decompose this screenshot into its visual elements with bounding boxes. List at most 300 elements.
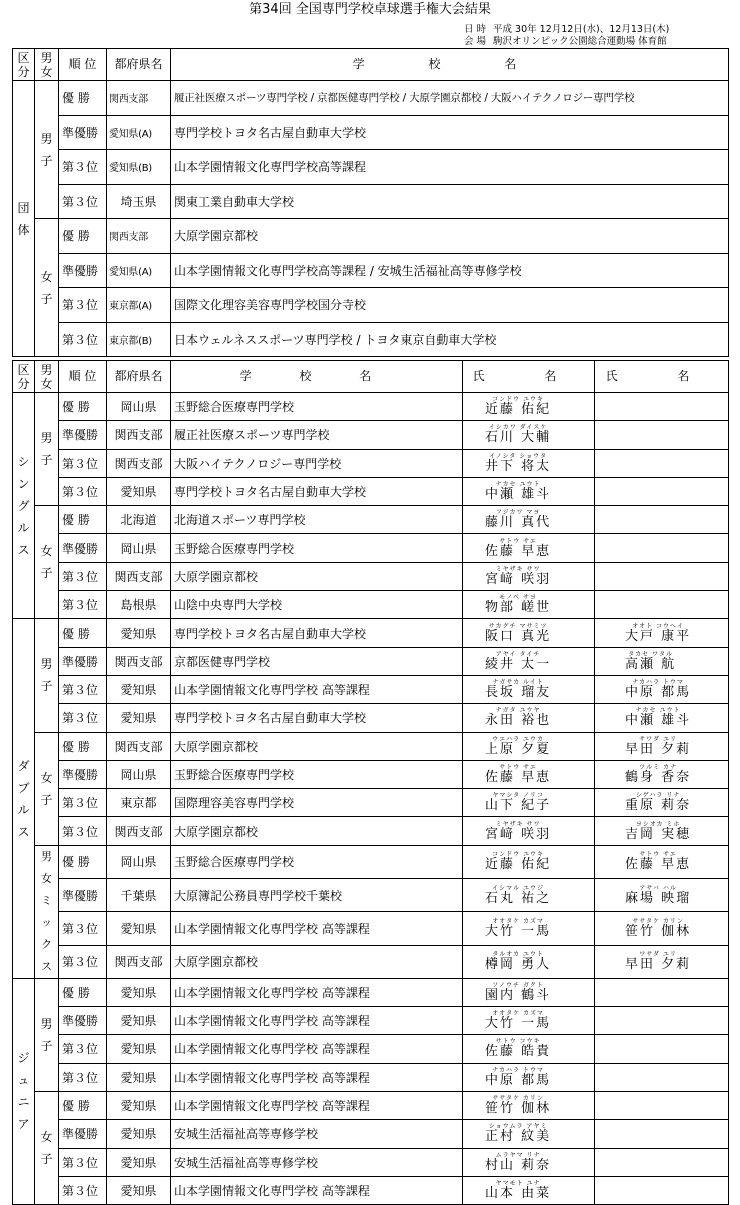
school-cell: 京都医健専門学校 (171, 647, 463, 675)
date-line (464, 24, 669, 36)
team-row (13, 288, 729, 323)
player-name: 麻場 映瑠 (625, 890, 692, 906)
venue-label: 会 場 (464, 36, 487, 47)
doubles_rows-row (13, 912, 729, 945)
player1-cell (463, 591, 595, 619)
player-furigana: シゲハラ リナ (635, 792, 681, 800)
header-gender-text: 男 女 (40, 50, 53, 79)
singles_rows-row (13, 591, 729, 619)
rank-cell: 準優勝 (59, 421, 107, 449)
pref-cell: 愛知県 (107, 704, 171, 732)
header-gender (35, 49, 59, 81)
rank-cell: 第３位 (59, 1063, 107, 1091)
pref-cell: 東京都(A) (107, 288, 171, 323)
singles_rows-gender-cell (35, 393, 59, 506)
player2-cell (595, 591, 729, 619)
header-pref: 都府県名 (107, 361, 171, 393)
junior_rows-row (13, 1091, 729, 1119)
player1-cell (463, 1176, 595, 1204)
player-p1 (485, 1010, 551, 1031)
pref-cell: 愛知県 (107, 1148, 171, 1176)
player-name: 阪口 真光 (485, 628, 552, 644)
header-category (13, 361, 35, 393)
player-p1 (485, 792, 551, 813)
player-name: 早田 夕莉 (625, 957, 692, 973)
player1-cell (463, 817, 595, 845)
pref-cell: 愛知県 (107, 978, 171, 1006)
team-row (13, 150, 729, 185)
player2-cell (595, 845, 729, 878)
pref-cell: 北海道 (107, 506, 171, 534)
player-p2 (625, 679, 691, 700)
pref-cell: 東京都(B) (107, 322, 171, 357)
player-furigana: ササタケ カリン (632, 917, 684, 925)
header-rank: 順 位 (59, 49, 107, 81)
header-category-text: 区 分 (17, 50, 30, 79)
pref-cell: 関西支部 (107, 817, 171, 845)
rank-cell: 第３位 (59, 591, 107, 619)
team-header-row (13, 49, 729, 81)
pref-cell: 岡山県 (107, 534, 171, 562)
pref-cell: 関西支部 (107, 449, 171, 477)
player-p1 (485, 1067, 551, 1088)
singles_rows-row (13, 449, 729, 477)
player2-cell (595, 732, 729, 760)
player-p1 (485, 1152, 551, 1173)
pref-cell: 愛知県(B) (107, 150, 171, 185)
player-name: 上原 夕夏 (485, 741, 552, 757)
player-p1 (485, 651, 551, 672)
rank-cell: 準優勝 (59, 760, 107, 788)
rank-cell: 優 勝 (59, 393, 107, 421)
player-name: 中瀬 雄斗 (485, 487, 552, 503)
rank-cell: 第３位 (59, 1176, 107, 1204)
pref-cell: 関西支部 (107, 81, 171, 116)
singles_rows-category-cell (13, 393, 35, 619)
doubles_rows-row (13, 760, 729, 788)
school-cell: 国際文化理容美容専門学校国分寺校 (171, 288, 729, 323)
vertical-label: シ ン グ ル ス (17, 454, 30, 557)
player-furigana: フジカワ マヨ (495, 509, 541, 517)
player-name: 笹竹 伽林 (625, 923, 692, 939)
junior_rows-category-cell (13, 978, 35, 1204)
player-p1 (485, 918, 551, 939)
player-p2 (625, 918, 691, 939)
school-cell: 玉野総合医療専門学校 (171, 534, 463, 562)
doubles_rows-row (13, 675, 729, 703)
junior_rows-gender-cell (35, 978, 59, 1091)
player-p2 (625, 764, 691, 785)
player-p1 (485, 821, 551, 842)
player1-cell (463, 393, 595, 421)
team-row (13, 81, 729, 116)
rank-cell: 第３位 (59, 1035, 107, 1063)
player2-cell (595, 675, 729, 703)
individual-results-table (12, 360, 729, 1205)
team-row (13, 184, 729, 219)
player-name: 近藤 佑紀 (485, 402, 552, 418)
school-cell: 山本学園情報文化専門学校 高等課程 (171, 675, 463, 703)
rank-cell: 第３位 (59, 184, 107, 219)
player2-cell (595, 619, 729, 647)
vertical-label: 女 子 (40, 1130, 53, 1167)
school-cell: 専門学校トヨタ名古屋自動車大学校 (171, 704, 463, 732)
pref-cell: 岡山県 (107, 393, 171, 421)
player-furigana: サカグチ マサミツ (488, 622, 548, 630)
player1-cell (463, 789, 595, 817)
singles_rows-row (13, 562, 729, 590)
doubles_rows-gender-cell (35, 732, 59, 845)
venue-line (464, 36, 669, 48)
rank-cell: 第３位 (59, 789, 107, 817)
school-cell: 大原学園京都校 (171, 945, 463, 978)
player-furigana: ウエハラ ユウカ (492, 735, 545, 743)
rank-cell: 第３位 (59, 562, 107, 590)
player2-cell (595, 647, 729, 675)
header-pref: 都府県名 (107, 49, 171, 81)
school-cell: 山本学園情報文化専門学校高等課程 (171, 150, 729, 185)
player1-cell (463, 619, 595, 647)
school-cell: 山本学園情報文化専門学校 高等課程 (171, 1063, 463, 1091)
vertical-label: 女 子 (40, 269, 53, 306)
player2-cell (595, 760, 729, 788)
player-p1 (485, 566, 551, 587)
pref-cell: 愛知県 (107, 1176, 171, 1204)
event-info (464, 24, 669, 48)
player2-cell (595, 1120, 729, 1148)
player-name: 宮﨑 咲羽 (485, 826, 552, 842)
school-cell: 玉野総合医療専門学校 (171, 845, 463, 878)
school-cell: 専門学校トヨタ名古屋自動車大学校 (171, 477, 463, 505)
rank-cell: 優 勝 (59, 81, 107, 116)
header-name1: 氏 名 (463, 361, 595, 393)
school-cell: 大原簿記公務員専門学校千葉校 (171, 879, 463, 912)
player-name: 宮﨑 咲羽 (485, 571, 552, 587)
pref-cell: 関西支部 (107, 945, 171, 978)
player-name: 園内 鶴斗 (485, 987, 552, 1003)
player-furigana: ヨシオカ ミホ (635, 820, 681, 828)
school-cell: 北海道スポーツ専門学校 (171, 506, 463, 534)
player-p2 (625, 792, 691, 813)
player2-cell (595, 562, 729, 590)
player-name: 永田 裕也 (485, 713, 552, 729)
rank-cell: 第３位 (59, 945, 107, 978)
rank-cell: 第３位 (59, 817, 107, 845)
school-cell: 大阪ハイテクノロジー専門学校 (171, 449, 463, 477)
pref-cell: 千葉県 (107, 879, 171, 912)
pref-cell: 愛知県 (107, 1063, 171, 1091)
player-p1 (485, 982, 551, 1003)
vertical-label: 団 体 (17, 200, 30, 237)
player-p1 (485, 594, 551, 615)
player-name: 石川 大輔 (485, 430, 552, 446)
player-name: 山下 紀子 (485, 798, 552, 814)
player2-cell (595, 1091, 729, 1119)
player-furigana: ナカセ ユウト (635, 707, 681, 715)
date-value: 平成 30年 12月12日(水)、12月13日(木) (493, 24, 670, 35)
header-category-text: 区 分 (17, 362, 30, 391)
rank-cell: 準優勝 (59, 253, 107, 288)
player-name: 佐藤 早恵 (625, 857, 692, 873)
school-cell: 山本学園情報文化専門学校 高等課程 (171, 1176, 463, 1204)
player2-cell (595, 817, 729, 845)
pref-cell: 関西支部 (107, 562, 171, 590)
rank-cell: 優 勝 (59, 1091, 107, 1119)
school-cell: 山本学園情報文化専門学校高等課程 / 安城生活福祉高等専修学校 (171, 253, 729, 288)
pref-cell: 関西支部 (107, 647, 171, 675)
player1-cell (463, 732, 595, 760)
rank-cell: 第３位 (59, 150, 107, 185)
vertical-label: 男 子 (40, 131, 53, 168)
school-cell: 山本学園情報文化専門学校 高等課程 (171, 1035, 463, 1063)
player-p1 (485, 396, 551, 417)
player-name: 鶴身 香奈 (625, 770, 692, 785)
team-results-table (12, 48, 729, 357)
singles_rows-row (13, 421, 729, 449)
singles_rows-row (13, 534, 729, 562)
vertical-label: ジ ュ ニ ア (17, 1051, 30, 1132)
player-furigana: ムラヤマ リナ (495, 1151, 541, 1159)
doubles_rows-row (13, 789, 729, 817)
vertical-label: 男 子 (40, 431, 53, 468)
school-cell: 玉野総合医療専門学校 (171, 760, 463, 788)
player-p1 (485, 1038, 551, 1059)
header-gender (35, 361, 59, 393)
player-furigana: オオト コウヘイ (632, 622, 684, 630)
doubles_rows-row (13, 945, 729, 978)
player1-cell (463, 879, 595, 912)
vertical-label: 男 子 (40, 657, 53, 694)
player-furigana: コンドウ ユウキ (492, 396, 545, 404)
player1-cell (463, 421, 595, 449)
header-name2: 氏 名 (595, 361, 729, 393)
player1-cell (463, 647, 595, 675)
player-p1 (485, 736, 551, 757)
player-furigana: タカセ ワタル (628, 650, 673, 658)
player-name: 笹竹 伽林 (485, 1101, 552, 1117)
player-name: 中原 都馬 (625, 685, 692, 701)
player-p1 (485, 679, 551, 700)
header-category (13, 49, 35, 81)
player-furigana: サトウ サエ (499, 537, 537, 545)
player2-cell (595, 449, 729, 477)
doubles_rows-row (13, 647, 729, 675)
junior_rows-gender-cell (35, 1091, 59, 1204)
player-name: 長坂 瑠友 (485, 685, 552, 701)
rank-cell: 準優勝 (59, 647, 107, 675)
player-furigana: イノシタ ショウタ (489, 452, 548, 460)
player-name: 石丸 祐之 (485, 890, 552, 906)
player-furigana: ナガタ ユウヤ (495, 707, 541, 715)
player-furigana: ショウムラ アヤミ (488, 1123, 548, 1131)
date-label: 日 時 (464, 24, 487, 35)
rank-cell: 優 勝 (59, 732, 107, 760)
player2-cell (595, 421, 729, 449)
rank-cell: 準優勝 (59, 115, 107, 150)
pref-cell: 愛知県 (107, 477, 171, 505)
pref-cell: 関西支部 (107, 421, 171, 449)
school-cell: 日本ウェルネススポーツ専門学校 / トヨタ東京自動車大学校 (171, 322, 729, 357)
player1-cell (463, 945, 595, 978)
player-name: 早田 夕莉 (625, 741, 692, 757)
player-name: 重原 莉奈 (625, 798, 692, 814)
player-p1 (485, 623, 551, 644)
player-p2 (625, 623, 691, 644)
doubles_rows-row (13, 817, 729, 845)
player1-cell (463, 675, 595, 703)
player1-cell (463, 1120, 595, 1148)
player1-cell (463, 1091, 595, 1119)
team-row (13, 219, 729, 254)
rank-cell: 優 勝 (59, 219, 107, 254)
junior_rows-row (13, 1007, 729, 1035)
player-furigana: コンドウ ユウキ (492, 851, 545, 859)
school-cell: 国際理容美容専門学校 (171, 789, 463, 817)
junior_rows-row (13, 1063, 729, 1091)
player-furigana: ササタケ カリン (492, 1095, 544, 1103)
player-p1 (485, 481, 551, 502)
player-furigana: ナカハラ トウマ (632, 679, 684, 687)
rank-cell: 第３位 (59, 1148, 107, 1176)
player-furigana: オオタケ カズマ (492, 917, 544, 925)
rank-cell: 優 勝 (59, 978, 107, 1006)
player2-cell (595, 1007, 729, 1035)
school-cell: 山本学園情報文化専門学校 高等課程 (171, 1091, 463, 1119)
player-name: 中原 都馬 (485, 1072, 552, 1088)
player2-cell (595, 1176, 729, 1204)
player-name: 物部 嵯世 (485, 600, 552, 616)
page-title: 第34回 全国専門学校卓球選手権大会結果 (249, 2, 491, 17)
player-p1 (485, 764, 551, 785)
player-furigana: ソノウチ ガクト (492, 981, 544, 989)
team-women-cell (35, 219, 59, 357)
player2-cell (595, 1063, 729, 1091)
player1-cell (463, 912, 595, 945)
rank-cell: 第３位 (59, 675, 107, 703)
team-men-cell (35, 81, 59, 219)
rank-cell: 第３位 (59, 704, 107, 732)
rank-cell: 準優勝 (59, 1007, 107, 1035)
rank-cell: 第３位 (59, 477, 107, 505)
junior_rows-row (13, 1035, 729, 1063)
player-name: 井下 将太 (485, 458, 552, 474)
player-furigana: ナカセ ユウト (495, 481, 541, 489)
vertical-label: 男 子 (40, 1016, 53, 1053)
singles_rows-row (13, 477, 729, 505)
player1-cell (463, 477, 595, 505)
school-cell: 山本学園情報文化専門学校 高等課程 (171, 978, 463, 1006)
pref-cell: 愛知県(A) (107, 115, 171, 150)
doubles_rows-gender-cell (35, 619, 59, 732)
team-row (13, 115, 729, 150)
doubles_rows-row (13, 879, 729, 912)
player-p1 (485, 951, 551, 972)
pref-cell: 愛知県 (107, 1035, 171, 1063)
player-furigana: ツルミ カナ (639, 764, 678, 771)
venue-value: 駒沢オリンピック公園総合運動場 体育館 (493, 36, 667, 47)
school-cell: 山陰中央専門大学校 (171, 591, 463, 619)
player2-cell (595, 1148, 729, 1176)
doubles_rows-row (13, 619, 729, 647)
player-name: 佐藤 早恵 (485, 770, 552, 785)
school-cell: 履正社医療スポーツ専門学校 (171, 421, 463, 449)
player2-cell (595, 506, 729, 534)
player1-cell (463, 534, 595, 562)
school-cell: 履正社医療スポーツ専門学校 / 京都医健専門学校 / 大原学園京都校 / 大阪ハイテクノロジー専門学校 (171, 81, 729, 116)
player-furigana: タルオカ ユウト (492, 951, 544, 959)
pref-cell: 埼玉県 (107, 184, 171, 219)
pref-cell: 愛知県 (107, 1120, 171, 1148)
player-furigana: サトウ サエ (499, 764, 537, 771)
player2-cell (595, 978, 729, 1006)
player2-cell (595, 912, 729, 945)
player-p2 (625, 851, 691, 872)
vertical-label: 女 子 (40, 544, 53, 581)
vertical-label: 男 女 ミ ッ ク ス (41, 849, 52, 973)
singles_rows-gender-cell (35, 506, 59, 619)
school-cell: 専門学校トヨタ名古屋自動車大学校 (171, 619, 463, 647)
rank-cell: 準優勝 (59, 1120, 107, 1148)
player-furigana: イシマル ユウジ (492, 884, 545, 892)
player-name: 藤川 真代 (485, 515, 552, 531)
pref-cell: 愛知県 (107, 1007, 171, 1035)
pref-cell: 愛知県(A) (107, 253, 171, 288)
player1-cell (463, 506, 595, 534)
player-furigana: ワサダ ユリ (639, 951, 677, 959)
player-p2 (625, 885, 691, 906)
player-name: 大竹 一馬 (485, 923, 552, 939)
school-cell: 山本学園情報文化専門学校 高等課程 (171, 1007, 463, 1035)
player1-cell (463, 449, 595, 477)
rank-cell: 優 勝 (59, 845, 107, 878)
player-name: 中瀬 雄斗 (625, 713, 692, 729)
school-cell: 大原学園京都校 (171, 732, 463, 760)
player1-cell (463, 1063, 595, 1091)
player-furigana: サトウ サエ (639, 851, 677, 859)
team-row (13, 322, 729, 357)
player-name: 正村 紋美 (485, 1129, 552, 1145)
pref-cell: 関西支部 (107, 219, 171, 254)
doubles_rows-row (13, 704, 729, 732)
header-gender-text: 男 女 (40, 362, 53, 391)
player2-cell (595, 393, 729, 421)
player-furigana: ナカハラ トウマ (492, 1066, 544, 1074)
player-furigana: ナガサカ ルイト (492, 679, 544, 687)
player1-cell (463, 978, 595, 1006)
doubles_rows-gender-cell (35, 845, 59, 978)
player-furigana: ミヤザキ サワ (495, 565, 541, 573)
pref-cell: 愛知県 (107, 619, 171, 647)
rank-cell: 第３位 (59, 288, 107, 323)
rank-cell: 第３位 (59, 912, 107, 945)
player-p1 (485, 885, 551, 906)
player-p1 (485, 707, 551, 728)
player2-cell (595, 1035, 729, 1063)
pref-cell: 岡山県 (107, 845, 171, 878)
player-name: 近藤 佑紀 (485, 857, 552, 873)
junior_rows-row (13, 1148, 729, 1176)
player-name: 綾井 太一 (485, 656, 552, 672)
junior_rows-row (13, 1176, 729, 1204)
player-furigana: ミヤザキ サワ (495, 820, 541, 828)
player2-cell (595, 704, 729, 732)
team-category-cell (13, 81, 35, 357)
player-name: 大竹 一馬 (485, 1016, 552, 1032)
school-cell: 安城生活福祉高等専修学校 (171, 1120, 463, 1148)
player-furigana: オオタケ カズマ (492, 1010, 544, 1018)
indiv-header-row (13, 361, 729, 393)
school-cell: 山本学園情報文化専門学校 高等課程 (171, 912, 463, 945)
